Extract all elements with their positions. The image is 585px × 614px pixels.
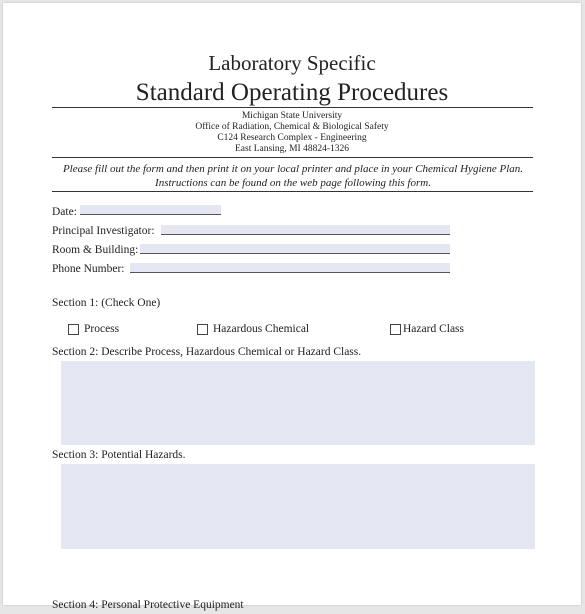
instructions [43, 162, 543, 190]
date-label: Date: [52, 206, 77, 218]
date-field[interactable] [80, 205, 221, 215]
form-title-line2: Standard Operating Procedures [135, 79, 449, 106]
instructions-line2: Instructions can be found on the web page following this form. [155, 177, 431, 189]
section3-textarea[interactable] [61, 464, 535, 549]
process-checkbox[interactable] [68, 324, 79, 335]
section2-textarea[interactable] [61, 361, 535, 445]
instructions-line1: Please fill out the form and then print it on your local printer and place in your Chemical Hygiene Plan. [62, 163, 524, 175]
org-divider [52, 157, 533, 158]
section2-label: Section 2: Describe Process, Hazardous Chemical or Hazard Class. [52, 346, 362, 358]
hazard-class-label: Hazard Class [403, 323, 464, 335]
instructions-divider [52, 191, 533, 192]
pi-label: Principal Investigator: [52, 225, 155, 237]
room-field[interactable] [140, 244, 450, 254]
pi-field[interactable] [161, 225, 450, 235]
org-name: Michigan State University [241, 111, 343, 121]
option-process[interactable] [68, 323, 119, 335]
option-hazardous-chemical[interactable] [197, 323, 309, 335]
org-address: East Lansing, MI 48824-1326 [235, 144, 349, 154]
hazardous-chemical-checkbox[interactable] [197, 324, 208, 335]
hazardous-chemical-label: Hazardous Chemical [213, 323, 310, 335]
phone-label: Phone Number: [52, 263, 125, 275]
document-page [3, 3, 581, 611]
form-title-line1: Laboratory Specific [208, 51, 376, 75]
option-hazard-class[interactable] [390, 323, 464, 335]
org-office: Office of Radiation, Chemical & Biological Safety [195, 122, 389, 132]
org-room: C124 Research Complex - Engineering [217, 133, 367, 143]
header-divider [52, 107, 533, 108]
section3-label: Section 3: Potential Hazards. [52, 449, 186, 461]
room-label: Room & Building: [52, 244, 139, 256]
section1-label: Section 1: (Check One) [52, 297, 161, 309]
phone-field[interactable] [130, 263, 450, 273]
process-label: Process [84, 323, 120, 335]
hazard-class-checkbox[interactable] [390, 324, 401, 335]
section4-label: Section 4: Personal Protective Equipment [52, 599, 244, 611]
